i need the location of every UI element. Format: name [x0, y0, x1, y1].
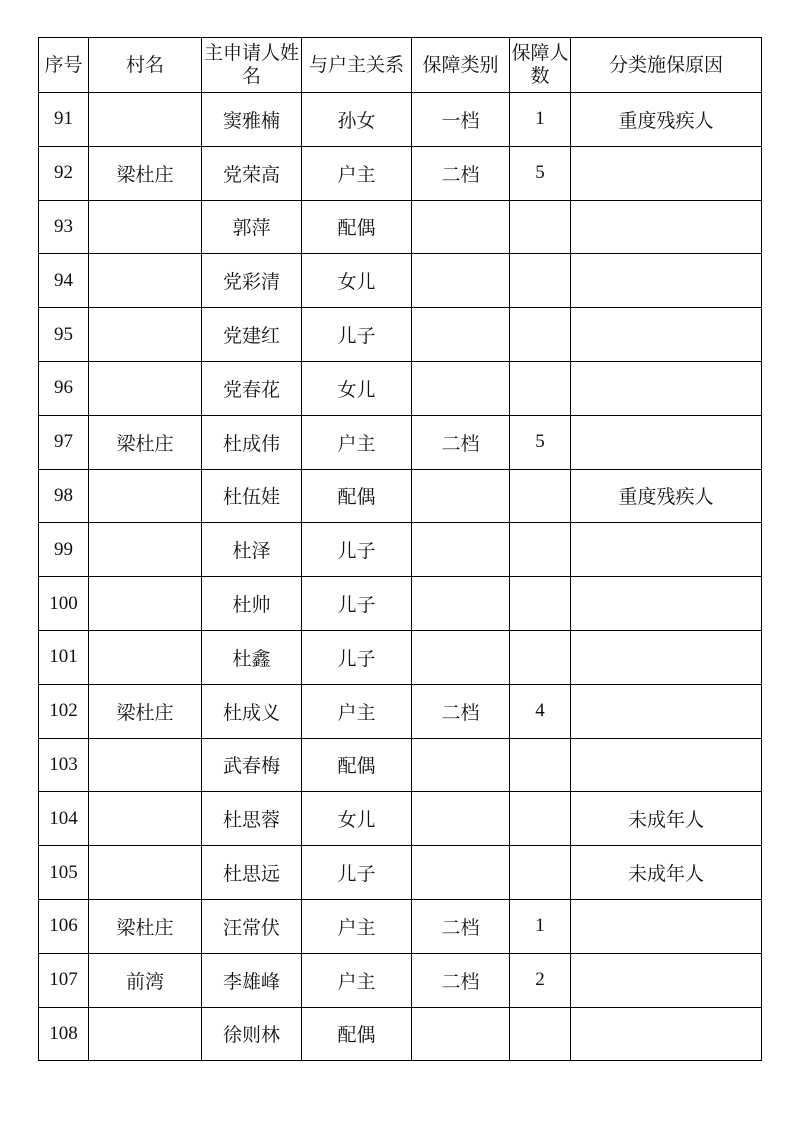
cell-category: 二档	[412, 684, 510, 738]
cell-village	[89, 1007, 202, 1061]
cell-reason	[571, 361, 762, 415]
cell-relation: 孙女	[302, 93, 412, 147]
roster-body	[39, 93, 762, 1061]
cell-count	[510, 846, 571, 900]
cell-category	[412, 1007, 510, 1061]
cell-relation: 儿子	[302, 308, 412, 362]
cell-count	[510, 523, 571, 577]
cell-reason	[571, 1007, 762, 1061]
cell-village	[89, 200, 202, 254]
cell-name: 汪常伏	[202, 899, 302, 953]
cell-seq: 91	[39, 93, 89, 147]
cell-category	[412, 254, 510, 308]
cell-seq: 97	[39, 415, 89, 469]
cell-count: 4	[510, 684, 571, 738]
cell-name: 杜帅	[202, 577, 302, 631]
cell-reason	[571, 254, 762, 308]
table-row	[39, 1007, 762, 1061]
cell-seq: 92	[39, 146, 89, 200]
cell-category	[412, 577, 510, 631]
header-category: 保障类别	[412, 38, 510, 93]
cell-reason	[571, 200, 762, 254]
cell-category	[412, 846, 510, 900]
cell-reason	[571, 308, 762, 362]
cell-name: 杜鑫	[202, 630, 302, 684]
cell-category	[412, 738, 510, 792]
cell-village	[89, 361, 202, 415]
cell-category	[412, 523, 510, 577]
cell-relation: 女儿	[302, 361, 412, 415]
cell-seq: 107	[39, 953, 89, 1007]
header-seq: 序号	[39, 38, 89, 93]
cell-seq: 103	[39, 738, 89, 792]
cell-village: 前湾	[89, 953, 202, 1007]
cell-count	[510, 577, 571, 631]
cell-reason	[571, 684, 762, 738]
cell-village	[89, 93, 202, 147]
header-applicant-name: 主申请人姓名	[202, 38, 302, 93]
cell-seq: 100	[39, 577, 89, 631]
cell-village	[89, 469, 202, 523]
cell-village	[89, 523, 202, 577]
cell-relation: 儿子	[302, 630, 412, 684]
cell-category: 二档	[412, 953, 510, 1007]
cell-village	[89, 630, 202, 684]
cell-village	[89, 846, 202, 900]
cell-relation: 配偶	[302, 738, 412, 792]
table-row	[39, 899, 762, 953]
cell-name: 杜伍娃	[202, 469, 302, 523]
cell-name: 杜思远	[202, 846, 302, 900]
table-row	[39, 630, 762, 684]
header-row	[39, 38, 762, 93]
cell-reason: 重度残疾人	[571, 469, 762, 523]
cell-reason	[571, 523, 762, 577]
cell-seq: 104	[39, 792, 89, 846]
cell-relation: 配偶	[302, 200, 412, 254]
cell-name: 杜思蓉	[202, 792, 302, 846]
cell-village	[89, 738, 202, 792]
header-reason: 分类施保原因	[571, 38, 762, 93]
table-row	[39, 792, 762, 846]
cell-seq: 93	[39, 200, 89, 254]
cell-relation: 户主	[302, 146, 412, 200]
cell-village: 梁杜庄	[89, 684, 202, 738]
cell-name: 杜成伟	[202, 415, 302, 469]
cell-seq: 101	[39, 630, 89, 684]
cell-relation: 配偶	[302, 469, 412, 523]
table-row	[39, 577, 762, 631]
cell-category	[412, 792, 510, 846]
table-row	[39, 415, 762, 469]
cell-relation: 儿子	[302, 523, 412, 577]
cell-name: 徐则林	[202, 1007, 302, 1061]
cell-count	[510, 1007, 571, 1061]
cell-relation: 户主	[302, 953, 412, 1007]
cell-count: 1	[510, 93, 571, 147]
cell-seq: 108	[39, 1007, 89, 1061]
table-row	[39, 738, 762, 792]
cell-name: 郭萍	[202, 200, 302, 254]
cell-reason: 未成年人	[571, 846, 762, 900]
cell-count: 5	[510, 415, 571, 469]
cell-relation: 儿子	[302, 577, 412, 631]
cell-seq: 94	[39, 254, 89, 308]
cell-reason: 未成年人	[571, 792, 762, 846]
cell-count	[510, 308, 571, 362]
cell-name: 杜泽	[202, 523, 302, 577]
cell-count	[510, 469, 571, 523]
table-row	[39, 146, 762, 200]
table-row	[39, 469, 762, 523]
cell-seq: 99	[39, 523, 89, 577]
table-row	[39, 200, 762, 254]
cell-village: 梁杜庄	[89, 899, 202, 953]
cell-count	[510, 792, 571, 846]
cell-seq: 98	[39, 469, 89, 523]
cell-name: 李雄峰	[202, 953, 302, 1007]
assistance-roster-table	[38, 37, 762, 1061]
cell-count	[510, 200, 571, 254]
cell-count	[510, 254, 571, 308]
cell-name: 窦雅楠	[202, 93, 302, 147]
cell-name: 党荣高	[202, 146, 302, 200]
cell-reason	[571, 577, 762, 631]
cell-name: 党建红	[202, 308, 302, 362]
cell-count	[510, 738, 571, 792]
cell-seq: 95	[39, 308, 89, 362]
table-row	[39, 953, 762, 1007]
cell-category	[412, 200, 510, 254]
cell-reason: 重度残疾人	[571, 93, 762, 147]
cell-relation: 女儿	[302, 792, 412, 846]
cell-category: 一档	[412, 93, 510, 147]
cell-reason	[571, 415, 762, 469]
header-village: 村名	[89, 38, 202, 93]
cell-category: 二档	[412, 146, 510, 200]
cell-village: 梁杜庄	[89, 146, 202, 200]
table-row	[39, 684, 762, 738]
cell-category	[412, 469, 510, 523]
cell-name: 党彩清	[202, 254, 302, 308]
cell-seq: 102	[39, 684, 89, 738]
cell-reason	[571, 953, 762, 1007]
cell-category	[412, 361, 510, 415]
table-row	[39, 523, 762, 577]
cell-relation: 女儿	[302, 254, 412, 308]
cell-village	[89, 308, 202, 362]
cell-village: 梁杜庄	[89, 415, 202, 469]
table-row	[39, 254, 762, 308]
cell-reason	[571, 738, 762, 792]
cell-name: 杜成义	[202, 684, 302, 738]
cell-relation: 户主	[302, 899, 412, 953]
header-count: 保障人数	[510, 38, 571, 93]
cell-relation: 儿子	[302, 846, 412, 900]
cell-relation: 户主	[302, 415, 412, 469]
cell-count	[510, 361, 571, 415]
cell-category	[412, 630, 510, 684]
cell-village	[89, 577, 202, 631]
table-row	[39, 846, 762, 900]
cell-reason	[571, 630, 762, 684]
cell-count: 2	[510, 953, 571, 1007]
table-row	[39, 93, 762, 147]
cell-seq: 106	[39, 899, 89, 953]
cell-count: 1	[510, 899, 571, 953]
cell-category	[412, 308, 510, 362]
header-relation: 与户主关系	[302, 38, 412, 93]
cell-relation: 户主	[302, 684, 412, 738]
table-row	[39, 308, 762, 362]
cell-count: 5	[510, 146, 571, 200]
cell-name: 党春花	[202, 361, 302, 415]
table-row	[39, 361, 762, 415]
cell-seq: 96	[39, 361, 89, 415]
cell-seq: 105	[39, 846, 89, 900]
cell-village	[89, 792, 202, 846]
cell-relation: 配偶	[302, 1007, 412, 1061]
cell-name: 武春梅	[202, 738, 302, 792]
cell-village	[89, 254, 202, 308]
cell-reason	[571, 146, 762, 200]
cell-category: 二档	[412, 415, 510, 469]
cell-reason	[571, 899, 762, 953]
cell-count	[510, 630, 571, 684]
cell-category: 二档	[412, 899, 510, 953]
